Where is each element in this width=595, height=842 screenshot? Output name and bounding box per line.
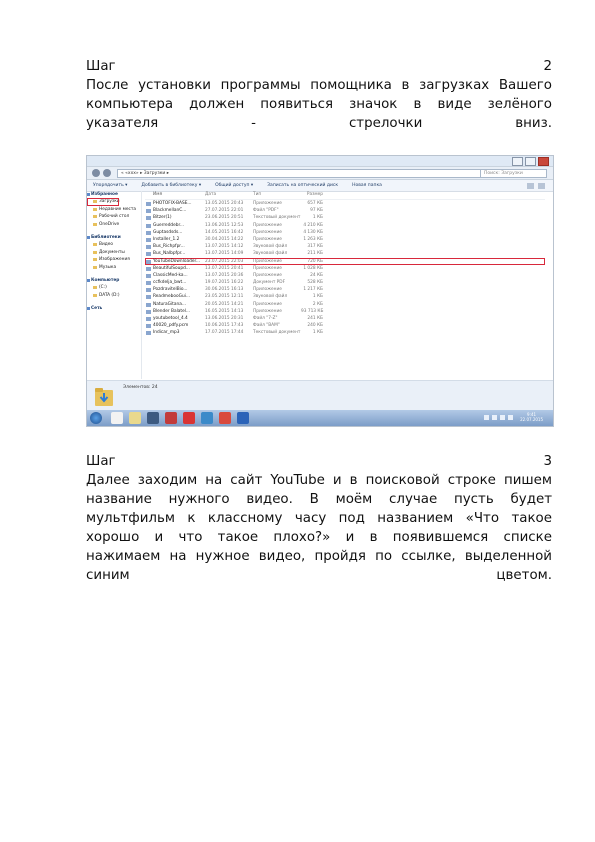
file-type: Приложение [253, 229, 282, 235]
address-field: « «ххх» ▸ Загрузки ▸ [117, 169, 482, 178]
file-row [145, 214, 545, 221]
file-row [145, 286, 545, 293]
file-name: PozdravitelBio... [145, 286, 205, 293]
file-row [145, 250, 545, 257]
file-row [145, 200, 545, 207]
file-size: 1 КБ [312, 294, 323, 300]
file-date: 23.06.2015 20:51 [205, 215, 244, 221]
file-type: Приложение [253, 308, 282, 314]
nav-item: (C:) [87, 284, 141, 291]
chrome-icon [111, 412, 123, 424]
file-date: 23.07.2015 22:03 [205, 258, 244, 264]
file-name: ReadmebooGui... [145, 293, 205, 300]
nav-item: Недавние места [87, 206, 141, 213]
file-date: 30.04.2015 14:22 [205, 236, 244, 242]
file-name: PHOTOFIX-BASE... [145, 200, 205, 207]
file-row [145, 308, 545, 315]
file-type: Приложение [253, 301, 282, 307]
file-name: Guerreddebr... [145, 222, 205, 229]
file-date: 13.07.2015 14:12 [205, 244, 244, 250]
nav-group: Избранное [87, 191, 141, 198]
file-row [145, 272, 545, 279]
step-2-line: указателя - стрелочки вниз. [86, 116, 552, 131]
item-count: Элементов: 24 [123, 385, 158, 390]
file-type: Приложение [253, 258, 282, 264]
back-icon [92, 169, 100, 177]
file-row [145, 293, 545, 300]
file-name: Blender Balatel... [145, 308, 205, 315]
file-type: Файл "7-Z" [253, 316, 278, 321]
file-date: 23.05.2015 12:11 [205, 294, 244, 300]
file-date: 20.05.2015 14:21 [205, 301, 244, 307]
file-size: 240 КБ [307, 323, 323, 329]
file-size: 4 130 КБ [303, 229, 323, 235]
file-date: 13.07.2015 20:41 [205, 265, 244, 271]
file-type: Звуковой файл [253, 294, 288, 300]
file-date: 13.07.2015 20:36 [205, 272, 244, 278]
app-icon [237, 412, 249, 424]
column-date: Дата [205, 192, 217, 197]
file-name: Installer_1.2 [145, 236, 205, 243]
file-type: Текстовый документ [253, 215, 301, 221]
close-icon [538, 157, 549, 166]
adobe-icon [219, 412, 231, 424]
file-name: Indicar_mp3 [145, 329, 205, 336]
file-list [145, 191, 545, 337]
yandex-icon [183, 412, 195, 424]
file-row [145, 258, 545, 265]
nav-item: Изображения [87, 256, 141, 263]
file-row [145, 329, 545, 336]
file-row [145, 222, 545, 229]
clock-time: 9:41 [527, 412, 537, 417]
file-type: Звуковой файл [253, 251, 288, 257]
file-row [145, 315, 545, 322]
file-type: Звуковой файл [253, 244, 288, 250]
file-type: Приложение [253, 201, 282, 206]
file-date: 19.07.2015 16:22 [205, 280, 244, 286]
file-name: 40020_pdfy.pcm [145, 322, 205, 329]
window-titlebar [87, 156, 553, 167]
forward-icon [103, 169, 111, 177]
file-name: Guptasdsds... [145, 229, 205, 236]
column-type: Тип [253, 192, 262, 197]
file-row [145, 322, 545, 329]
file-name: Bitzer(1) [145, 214, 205, 221]
file-size: 1 КБ [312, 215, 323, 221]
file-date: 13.05.2015 20:43 [205, 201, 244, 206]
file-type: Файл "BAM" [253, 323, 280, 329]
step-2-line: компьютера должен появиться значок в виде зелёного [86, 97, 552, 112]
file-size: 241 КБ [307, 316, 323, 321]
toolbar-item: Записать на оптический диск [267, 183, 339, 188]
maximize-icon [525, 157, 536, 166]
file-size: 93 713 КБ [301, 308, 324, 314]
step-2-heading [86, 57, 552, 76]
folder-download-icon [94, 385, 114, 407]
file-size: 4 210 КБ [303, 222, 323, 228]
file-name: BlackmellanC... [145, 207, 205, 214]
file-type: Текстовый документ [253, 330, 301, 336]
file-list-header [145, 191, 545, 200]
nav-item: Видео [87, 241, 141, 248]
step-3-line: Далее заходим на сайт YouTube и в поисковой строке пишем [86, 473, 552, 488]
column-name: Имя [153, 192, 163, 197]
file-name: Bus_Richpfpr... [145, 243, 205, 250]
column-size: Размер [306, 192, 323, 197]
file-size: 317 КБ [307, 244, 323, 250]
file-type: Приложение [253, 287, 282, 293]
step-3-label: Шаг [86, 454, 116, 469]
toolbar-item: Упорядочить ▾ [93, 183, 128, 188]
step-3-line: хорошо и что такое плохо?» и в появившемся списке [86, 530, 552, 545]
file-size: 1 028 КБ [303, 265, 323, 271]
opera-icon [165, 412, 177, 424]
file-name: ClassicMed-ka... [145, 272, 205, 279]
toolbar-item: Общий доступ ▾ [215, 183, 254, 188]
nav-item: OneDrive [87, 221, 141, 228]
address-bar [87, 167, 553, 180]
nav-group: Библиотеки [87, 234, 141, 241]
help-icon [538, 183, 545, 189]
step-2-text [86, 57, 552, 133]
file-size: 657 КБ [307, 201, 323, 206]
file-row [145, 243, 545, 250]
file-name: ccfkdelja_bwt... [145, 279, 205, 286]
nav-item: Загрузки [87, 198, 119, 205]
file-date: 27.07.2015 22:01 [205, 208, 244, 214]
file-type: Приложение [253, 265, 282, 271]
file-name: YouTubeDownloader... [145, 258, 205, 265]
step-2-label: Шаг [86, 59, 116, 74]
file-size: 1 КБ [312, 330, 323, 336]
taskbar [87, 410, 553, 426]
explorer-icon [129, 412, 141, 424]
navigation-pane [87, 191, 142, 379]
file-size: 1 217 КБ [303, 287, 323, 293]
file-type: Документ PDF [253, 280, 286, 286]
file-size: 24 КБ [310, 272, 323, 278]
file-date: 13.06.2015 12:53 [205, 222, 244, 228]
file-size: 211 КБ [307, 251, 323, 257]
file-date: 17.07.2015 17:44 [205, 330, 244, 336]
start-icon [90, 412, 102, 424]
nav-item: Музыка [87, 264, 141, 271]
explorer-screenshot [86, 155, 554, 427]
system-tray [484, 415, 513, 420]
file-name: Bus_Nalbpfpr... [145, 250, 205, 257]
file-date: 30.06.2015 16:13 [205, 287, 244, 293]
file-type: Приложение [253, 272, 282, 278]
nav-item: Документы [87, 249, 141, 256]
step-3-line: синим цветом. [86, 568, 552, 583]
file-name: youtubetool_4.4 [145, 315, 205, 322]
toolbar-item: Новая папка [352, 183, 382, 188]
step-3-line: название нужного видео. В моём случае пусть будет [86, 492, 552, 507]
file-name: NaturaGitana... [145, 301, 205, 308]
file-row [145, 279, 545, 286]
step-3-line: нажимаем на нужное видео, пройдя по ссылке, выделенной [86, 549, 552, 564]
file-row [145, 236, 545, 243]
file-date: 14.05.2015 16:42 [205, 229, 244, 235]
file-type: Файл "PDF" [253, 208, 279, 214]
nav-group: Сеть [87, 305, 141, 312]
file-size: 720 КБ [307, 258, 323, 264]
file-name: BeautifulSoupd... [145, 265, 205, 272]
file-date: 16.05.2015 14:13 [205, 308, 244, 314]
toolbar-item: Добавить в библиотеку ▾ [141, 183, 202, 188]
file-date: 13.07.2015 14:09 [205, 251, 244, 257]
file-size: 528 КБ [307, 280, 323, 286]
view-icon [527, 183, 534, 189]
step-2-number: 2 [543, 59, 552, 74]
file-size: 2 КБ [312, 301, 323, 307]
clock-date: 22.07.2015 [520, 417, 543, 422]
step-2-line: После установки программы помощника в загрузках Вашего [86, 78, 552, 93]
step-3-line: мультфильм к классному часу под названием «Что такое [86, 511, 552, 526]
step-3-text [86, 452, 552, 585]
file-type: Приложение [253, 222, 282, 228]
step-3-heading [86, 452, 552, 471]
media-icon [147, 412, 159, 424]
status-pane [87, 380, 553, 410]
file-row [145, 301, 545, 308]
nav-item: DATA (D:) [87, 292, 141, 299]
minimize-icon [512, 157, 523, 166]
file-type: Приложение [253, 236, 282, 242]
nav-group: Компьютер [87, 277, 141, 284]
word-icon [201, 412, 213, 424]
step-3-number: 3 [543, 454, 552, 469]
file-row [145, 229, 545, 236]
nav-item: Рабочий стол [87, 213, 141, 220]
clock [520, 412, 543, 422]
file-row [145, 265, 545, 272]
file-date: 13.06.2015 20:31 [205, 316, 244, 321]
file-row [145, 207, 545, 214]
search-field: Поиск: Загрузки [480, 169, 547, 178]
file-size: 97 КБ [310, 208, 323, 214]
file-date: 10.06.2015 17:43 [205, 323, 244, 329]
file-size: 1 263 КБ [303, 236, 323, 242]
